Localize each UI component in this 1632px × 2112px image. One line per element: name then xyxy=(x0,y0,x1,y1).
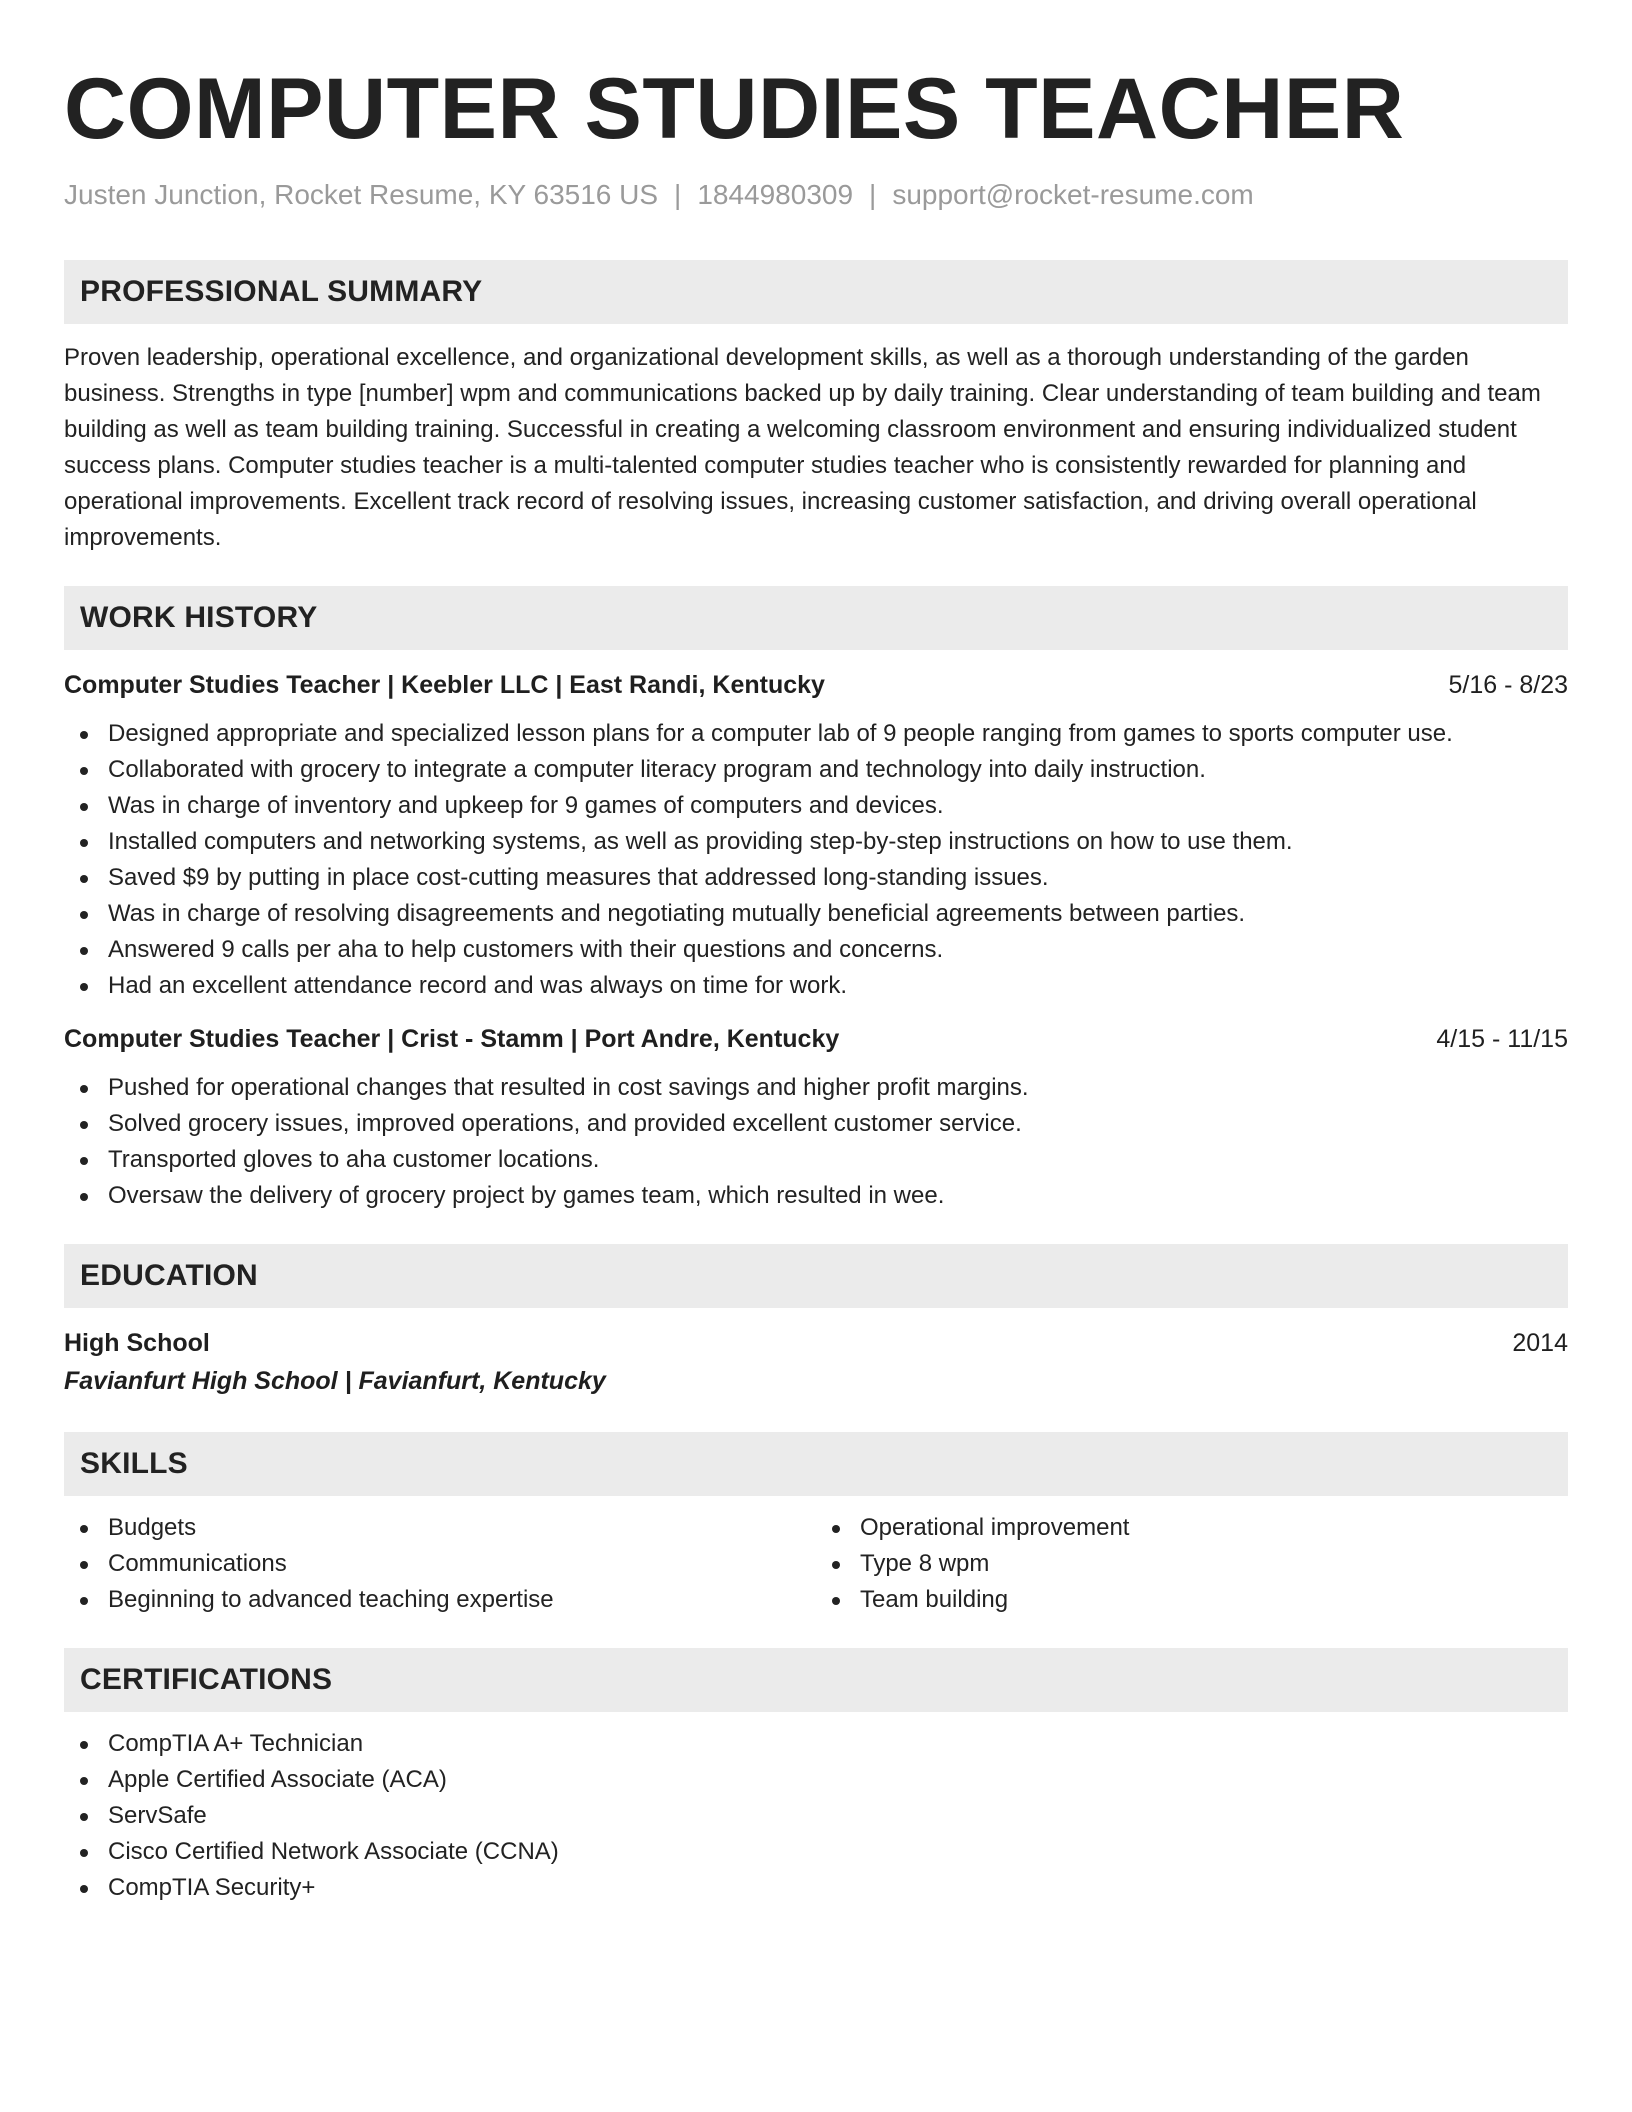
job-header xyxy=(64,1022,1568,1056)
job-dates: 4/15 - 11/15 xyxy=(1436,1024,1568,1053)
section-heading-education: EDUCATION xyxy=(64,1244,1568,1308)
section-heading-skills: SKILLS xyxy=(64,1432,1568,1496)
contact-line xyxy=(64,178,1568,212)
contact-email: support@rocket-resume.com xyxy=(892,179,1254,210)
education-header xyxy=(64,1324,1568,1362)
section-heading-summary: PROFESSIONAL SUMMARY xyxy=(64,260,1568,324)
education-degree: High School xyxy=(64,1328,210,1357)
list-item: Installed computers and networking systems, as well as providing step-by-step instructions on how to use them. xyxy=(64,824,1568,860)
contact-phone: 1844980309 xyxy=(697,179,854,210)
contact-separator: | xyxy=(674,179,682,210)
job-entry xyxy=(64,668,1568,1004)
skills-list-right xyxy=(816,1510,1568,1618)
list-item: Collaborated with grocery to integrate a computer literacy program and technology into daily instruction. xyxy=(64,752,1568,788)
list-item: Transported gloves to aha customer locations. xyxy=(64,1142,1568,1178)
contact-address: Justen Junction, Rocket Resume, KY 63516 US xyxy=(64,179,659,210)
resume-title: COMPUTER STUDIES TEACHER xyxy=(64,61,1405,157)
list-item: Answered 9 calls per aha to help customers with their questions and concerns. xyxy=(64,932,1568,968)
list-item: Team building xyxy=(816,1582,1568,1618)
list-item: Was in charge of resolving disagreements and negotiating mutually beneficial agreements between parties. xyxy=(64,896,1568,932)
list-item: Cisco Certified Network Associate (CCNA) xyxy=(64,1834,1568,1870)
education-year: 2014 xyxy=(1512,1328,1568,1357)
list-item: Was in charge of inventory and upkeep for 9 games of computers and devices. xyxy=(64,788,1568,824)
job-bullets xyxy=(64,1070,1568,1214)
list-item: Saved $9 by putting in place cost-cutting measures that addressed long-standing issues. xyxy=(64,860,1568,896)
list-item: Beginning to advanced teaching expertise xyxy=(64,1582,816,1618)
summary-text: Proven leadership, operational excellence, and organizational development skills, as well as a thorough understanding of the garden business. Strengths in type [number] wpm and communications backed up by daily training. Clear understanding of team building and team building as well as team building training. Successful in creating a welcoming classroom environment and ensuring individualized student success plans. Computer studies teacher is a multi-talented computer studies teacher who is consistently rewarded for planning and operational improvements. Excellent track record of resolving issues, increasing customer satisfaction, and driving overall operational improvements. xyxy=(64,343,1541,551)
list-item: Had an excellent attendance record and was always on time for work. xyxy=(64,968,1568,1004)
certifications-list xyxy=(64,1726,1568,1906)
list-item: Budgets xyxy=(64,1510,816,1546)
list-item: Designed appropriate and specialized lesson plans for a computer lab of 9 people ranging from games to sports computer use. xyxy=(64,716,1568,752)
list-item: Pushed for operational changes that resulted in cost savings and higher profit margins. xyxy=(64,1070,1568,1106)
list-item: CompTIA A+ Technician xyxy=(64,1726,1568,1762)
list-item: Operational improvement xyxy=(816,1510,1568,1546)
job-title: Computer Studies Teacher | Crist - Stamm | Port Andre, Kentucky xyxy=(64,1024,840,1053)
education-school: Favianfurt High School | Favianfurt, Kentucky xyxy=(64,1366,606,1395)
job-dates: 5/16 - 8/23 xyxy=(1448,670,1568,699)
list-item: ServSafe xyxy=(64,1798,1568,1834)
job-entry xyxy=(64,1022,1568,1214)
section-heading-certifications: CERTIFICATIONS xyxy=(64,1648,1568,1712)
skills-columns xyxy=(64,1510,1568,1618)
job-header xyxy=(64,668,1568,702)
skills-list-left xyxy=(64,1510,816,1618)
contact-separator: | xyxy=(869,179,877,210)
list-item: CompTIA Security+ xyxy=(64,1870,1568,1906)
job-bullets xyxy=(64,716,1568,1004)
list-item: Type 8 wpm xyxy=(816,1546,1568,1582)
list-item: Solved grocery issues, improved operations, and provided excellent customer service. xyxy=(64,1106,1568,1142)
list-item: Apple Certified Associate (ACA) xyxy=(64,1762,1568,1798)
list-item: Communications xyxy=(64,1546,816,1582)
list-item: Oversaw the delivery of grocery project by games team, which resulted in wee. xyxy=(64,1178,1568,1214)
section-heading-work-history: WORK HISTORY xyxy=(64,586,1568,650)
job-title: Computer Studies Teacher | Keebler LLC | East Randi, Kentucky xyxy=(64,670,825,699)
